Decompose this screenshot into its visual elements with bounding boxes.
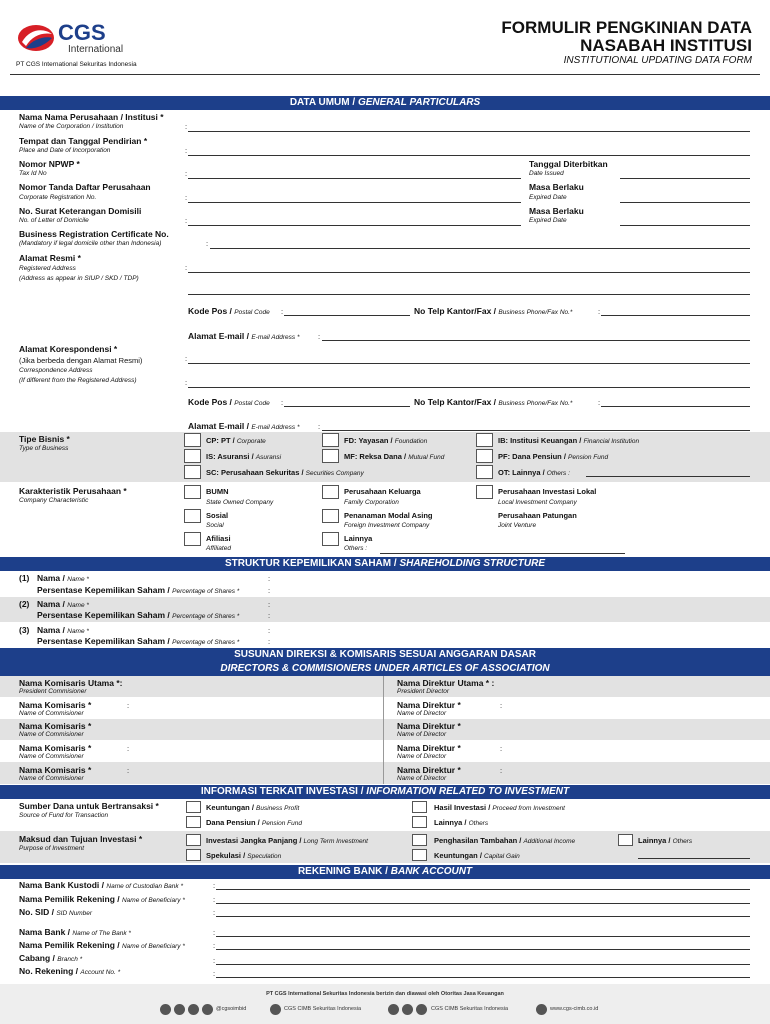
char-joint: Perusahaan Patungan <box>498 511 577 520</box>
tdp-sublabel: Corporate Registration No. <box>19 194 97 201</box>
beneficiary2-label: Nama Pemilik Rekening / Name of Beneficiary * <box>19 940 185 950</box>
issued-label: Tanggal Diterbitkan <box>529 159 608 169</box>
custodian-label: Nama Bank Kustodi / Name of Custodian Bank * <box>19 880 183 890</box>
sid-label: No. SID / SID Number <box>19 907 93 917</box>
business-type-sublabel: Type of Business <box>19 445 69 452</box>
issued-sublabel: Date Issued <box>529 170 564 177</box>
other-char-field[interactable] <box>380 553 625 554</box>
checkbox-business-profit[interactable] <box>186 801 201 813</box>
logo-swirl-icon <box>16 22 56 54</box>
char-joint-en: Joint Venture <box>498 522 537 529</box>
business-type-label: Tipe Bisnis * <box>19 434 70 444</box>
youtube-icon[interactable] <box>388 1004 399 1015</box>
checkbox-family[interactable] <box>322 485 339 499</box>
corp-name-field[interactable] <box>188 131 750 132</box>
bank-name-label: Nama Bank / Name of The Bank * <box>19 927 131 937</box>
corr-email-field[interactable] <box>322 430 750 431</box>
company-logo <box>16 18 156 58</box>
checkbox-is[interactable] <box>184 449 201 463</box>
checkbox-mf[interactable] <box>322 449 339 463</box>
corr-address-sublabel: Correspondence Address <box>19 367 93 374</box>
share2-pct: Persentase Kepemilikan Saham / Percentage of Shares * <box>37 610 240 620</box>
globe-icon[interactable] <box>536 1004 547 1015</box>
incorp-field[interactable] <box>188 155 750 156</box>
option-mf: MF: Reksa Dana / Mutual Fund <box>344 452 445 461</box>
checkbox-speculation[interactable] <box>186 849 201 861</box>
opt-business-profit: Keuntungan / Business Profit <box>206 803 300 812</box>
brc-field[interactable] <box>210 248 750 249</box>
expired2-label: Masa Berlaku <box>529 206 584 216</box>
share1-num: (1) <box>19 573 30 583</box>
checkbox-additional-income[interactable] <box>412 834 427 846</box>
share3-name: Nama / Name * <box>37 625 89 635</box>
footer-social-row <box>160 1004 620 1018</box>
directors-row-3 <box>0 719 770 740</box>
share3-pct: Persentase Kepemilikan Saham / Percentage of Shares * <box>37 636 240 646</box>
shareholding-band: STRUKTUR KEPEMILIKAN SAHAM / SHAREHOLDING STRUCTURE <box>0 557 770 571</box>
dir-1-label: Nama Direktur * <box>397 700 461 710</box>
branch-label: Cabang / Branch * <box>19 953 83 963</box>
directors-divider <box>383 676 384 784</box>
directors-band: SUSUNAN DIREKSI & KOMISARIS SESUAI ANGGARAN DASAR DIRECTORS & COMMISIONERS UNDER ARTICLES OF ASSOCIATION <box>0 648 770 676</box>
beneficiary2-field[interactable] <box>216 949 750 950</box>
char-others: Lainnya <box>344 534 373 543</box>
char-bumn: BUMN <box>206 487 229 496</box>
checkbox-ib[interactable] <box>476 433 493 447</box>
opt-speculation: Spekulasi / Speculation <box>206 851 282 860</box>
corr-postal-field[interactable] <box>284 406 410 407</box>
dir-2-sublabel: Name of Director <box>397 731 447 738</box>
tdp-field[interactable] <box>188 202 521 203</box>
char-affiliated-en: Affiliated <box>206 545 231 552</box>
dir-4-sublabel: Name of Director <box>397 775 447 782</box>
general-band: DATA UMUM / GENERAL PARTICULARS <box>0 96 770 110</box>
share1-pct: Persentase Kepemilikan Saham / Percentage of Shares * <box>37 585 240 595</box>
expired1-label: Masa Berlaku <box>529 182 584 192</box>
dir-1-sublabel: Name of Director <box>397 710 447 717</box>
checkbox-purpose-others[interactable] <box>618 834 633 846</box>
char-foreign: Penanaman Modal Asing <box>344 511 433 520</box>
option-cp: CP: PT / Corporate <box>206 436 266 445</box>
npwp-label: Nomor NPWP * <box>19 159 80 169</box>
npwp-sublabel: Tax Id No <box>19 170 47 177</box>
dir-pres-sublabel: President Director <box>397 688 450 695</box>
checkbox-foreign[interactable] <box>322 509 339 523</box>
account-no-field[interactable] <box>216 977 750 978</box>
instagram-icon[interactable] <box>160 1004 171 1015</box>
char-social-en: Social <box>206 522 224 529</box>
share3-num: (3) <box>19 625 30 635</box>
opt-additional-income: Penghasilan Tambahan / Additional Income <box>434 836 576 845</box>
checkbox-ot[interactable] <box>476 465 493 479</box>
comm-1-sublabel: Name of Commisioner <box>19 710 84 717</box>
comm-pres-sublabel: President Commisioner <box>19 688 87 695</box>
corp-name-label: Nama Nama Perusahaan / Institusi * <box>19 112 164 122</box>
purpose-sublabel: Purpose of Investment <box>19 845 85 852</box>
checkbox-local-inv[interactable] <box>476 485 493 499</box>
char-local-inv-en: Local Investment Company <box>498 499 577 506</box>
sid-field[interactable] <box>216 916 750 917</box>
comm-3-label: Nama Komisaris * <box>19 743 92 753</box>
option-fd: FD: Yayasan / Foundation <box>344 436 428 445</box>
address-label: Alamat Resmi * <box>19 253 81 263</box>
tiktok-icon[interactable] <box>202 1004 213 1015</box>
linkedin-icon[interactable] <box>416 1004 427 1015</box>
corr-address-field-1[interactable] <box>188 363 750 364</box>
expired2-sublabel: Expired Date <box>529 217 567 224</box>
logo-subtext: International <box>68 44 124 55</box>
expired1-field[interactable] <box>620 202 750 203</box>
form-title-line2: NASABAH INSTITUSI <box>580 36 752 55</box>
checkbox-pension[interactable] <box>186 816 201 828</box>
header-divider <box>10 74 760 75</box>
directors-row-5 <box>0 762 770 784</box>
brc-label: Business Registration Certificate No. <box>19 229 169 239</box>
skd-field[interactable] <box>188 225 521 226</box>
logo-text: CGS <box>58 20 106 45</box>
opt-fund-others: Lainnya / Others <box>434 818 489 827</box>
checkbox-affiliated[interactable] <box>184 532 201 546</box>
option-sc: SC: Perusahaan Sekuritas / Securities Company <box>206 468 364 477</box>
opt-long-term: Investasi Jangka Panjang / Long Term Investment <box>206 836 368 845</box>
comm-2-label: Nama Komisaris * <box>19 721 92 731</box>
checkbox-sc[interactable] <box>184 465 201 479</box>
facebook-icon[interactable] <box>270 1004 281 1015</box>
tdp-label: Nomor Tanda Daftar Perusahaan <box>19 182 151 192</box>
corr-phone-label: No Telp Kantor/Fax / Business Phone/Fax No.* <box>414 397 573 407</box>
postal-field[interactable] <box>284 315 410 316</box>
social-handle: @cgsoimbid <box>216 1006 247 1012</box>
twitter-icon[interactable] <box>174 1004 185 1015</box>
incorp-label: Tempat dan Tanggal Pendirian * <box>19 136 148 146</box>
checkbox-pf[interactable] <box>476 449 493 463</box>
purpose-label: Maksud dan Tujuan Investasi * <box>19 834 143 844</box>
custodian-field[interactable] <box>216 889 750 890</box>
comm-4-sublabel: Name of Commisioner <box>19 775 84 782</box>
bank-name-field[interactable] <box>216 936 750 937</box>
dir-3-sublabel: Name of Director <box>397 753 447 760</box>
address-field-2[interactable] <box>188 294 750 295</box>
skd-label: No. Surat Keterangan Domisili <box>19 206 142 216</box>
option-ot: OT: Lainnya / Others : <box>498 468 570 477</box>
checkbox-long-term[interactable] <box>186 834 201 846</box>
company-name: PT CGS International Sekuritas Indonesia <box>16 61 137 68</box>
opt-pension: Dana Pensiun / Pension Fund <box>206 818 302 827</box>
form-subtitle: INSTITUTIONAL UPDATING DATA FORM <box>563 55 752 66</box>
phone-label: No Telp Kantor/Fax / Business Phone/Fax No.* <box>414 306 573 316</box>
corr-address-field-2[interactable] <box>188 387 750 388</box>
branch-field[interactable] <box>216 964 750 965</box>
share1-name: Nama / Name * <box>37 573 89 583</box>
beneficiary1-field[interactable] <box>216 903 750 904</box>
char-others-en: Others : <box>344 545 368 552</box>
char-family-en: Family Corporation <box>344 499 399 506</box>
comm-1-label: Nama Komisaris * <box>19 700 92 710</box>
char-social: Sosial <box>206 511 229 520</box>
checkbox-social[interactable] <box>184 509 201 523</box>
option-ib: IB: Institusi Keuangan / Financial Institution <box>498 436 640 445</box>
comm-4-label: Nama Komisaris * <box>19 765 92 775</box>
expired2-field[interactable] <box>620 225 750 226</box>
account-no-label: No. Rekening / Account No. * <box>19 966 121 976</box>
telegram-icon[interactable] <box>402 1004 413 1015</box>
corr-address-note: (Jika berbeda dengan Alamat Resmi) <box>19 356 143 365</box>
purpose-others-field[interactable] <box>638 858 750 859</box>
comm-pres-label: Nama Komisaris Utama *: <box>19 678 123 688</box>
checkbox-cp[interactable] <box>184 433 201 447</box>
checkbox-others-char[interactable] <box>322 532 339 546</box>
dir-3-label: Nama Direktur * <box>397 743 461 753</box>
npwp-field[interactable] <box>188 178 521 179</box>
comm-2-sublabel: Name of Commisioner <box>19 731 84 738</box>
corr-phone-field[interactable] <box>601 406 750 407</box>
checkbox-capital-gain[interactable] <box>412 849 427 861</box>
checkbox-fd[interactable] <box>322 433 339 447</box>
share2-name: Nama / Name * <box>37 599 89 609</box>
address-note: (Address as appear in SIUP / SKD / TDP) <box>19 275 139 282</box>
email-field[interactable] <box>322 340 750 341</box>
char-family: Perusahaan Keluarga <box>344 487 421 496</box>
dir-4-label: Nama Direktur * <box>397 765 461 775</box>
footer-regulated: PT CGS International Sekuritas Indonesia berizin dan diawasi oleh Otoritas Jasa Keuangan <box>266 991 504 997</box>
option-is: IS: Asuransi / Asuransi <box>206 452 282 461</box>
share2-num: (2) <box>19 599 30 609</box>
beneficiary1-label: Nama Pemilik Rekening / Name of Beneficiary * <box>19 894 185 904</box>
email-label: Alamat E-mail / E-mail Address * <box>188 331 300 341</box>
opt-capital-gain: Keuntungan / Capital Gain <box>434 851 520 860</box>
phone-field[interactable] <box>601 315 750 316</box>
checkbox-fund-others[interactable] <box>412 816 427 828</box>
youtube-name: CGS CIMB Sekuritas Indonesia <box>431 1006 509 1012</box>
issued-field[interactable] <box>620 178 750 179</box>
checkbox-proceed-invest[interactable] <box>412 801 427 813</box>
corr-address-subnote: (If different from the Registered Address) <box>19 377 137 384</box>
skd-sublabel: No. of Letter of Domicile <box>19 217 89 224</box>
company-char-label: Karakteristik Perusahaan * <box>19 486 127 496</box>
corr-postal-label: Kode Pos / Postal Code <box>188 397 270 407</box>
address-field-1[interactable] <box>188 272 750 273</box>
incorp-sublabel: Place and Date of Incorporation <box>19 147 111 154</box>
brc-sublabel: (Mandatory if legal domicile other than Indonesia) <box>19 240 162 247</box>
corr-address-label: Alamat Korespondensi * <box>19 344 118 354</box>
dir-2-label: Nama Direktur * <box>397 721 461 731</box>
opt-proceed-invest: Hasil Investasi / Proceed from Investment <box>434 803 565 812</box>
char-bumn-en: State Owned Company <box>206 499 274 506</box>
comm-3-sublabel: Name of Commisioner <box>19 753 84 760</box>
company-char-sublabel: Company Characteristic <box>19 497 89 504</box>
checkbox-bumn[interactable] <box>184 485 201 499</box>
threads-icon[interactable] <box>188 1004 199 1015</box>
fund-source-label: Sumber Dana untuk Bertransaksi * <box>19 801 159 811</box>
address-sublabel: Registered Address <box>19 265 76 272</box>
website[interactable]: www.cgs-cimb.co.id <box>550 1006 599 1012</box>
form-title-line1: FORMULIR PENGKINIAN DATA <box>501 18 752 37</box>
char-foreign-en: Foreign Investment Company <box>344 522 430 529</box>
dir-pres-label: Nama Direktur Utama * : <box>397 678 495 688</box>
other-business-field[interactable] <box>586 476 750 477</box>
char-local-inv: Perusahaan Investasi Lokal <box>498 487 597 496</box>
option-pf: PF: Dana Pensiun / Pension Fund <box>498 452 609 461</box>
corr-email-label: Alamat E-mail / E-mail Address * <box>188 421 300 431</box>
corp-name-sublabel: Name of the Corporation / Institution <box>19 123 124 130</box>
postal-label: Kode Pos / Postal Code <box>188 306 270 316</box>
facebook-name: CGS CIMB Sekuritas Indonesia <box>284 1006 362 1012</box>
fund-source-sublabel: Source of Fund for Transaction <box>19 812 109 819</box>
opt-purpose-others: Lainnya / Others <box>638 836 693 845</box>
investment-band: INFORMASI TERKAIT INVESTASI / INFORMATION RELATED TO INVESTMENT <box>0 785 770 799</box>
char-affiliated: Afiliasi <box>206 534 231 543</box>
bank-band: REKENING BANK / BANK ACCOUNT <box>0 865 770 879</box>
expired1-sublabel: Expired Date <box>529 194 567 201</box>
